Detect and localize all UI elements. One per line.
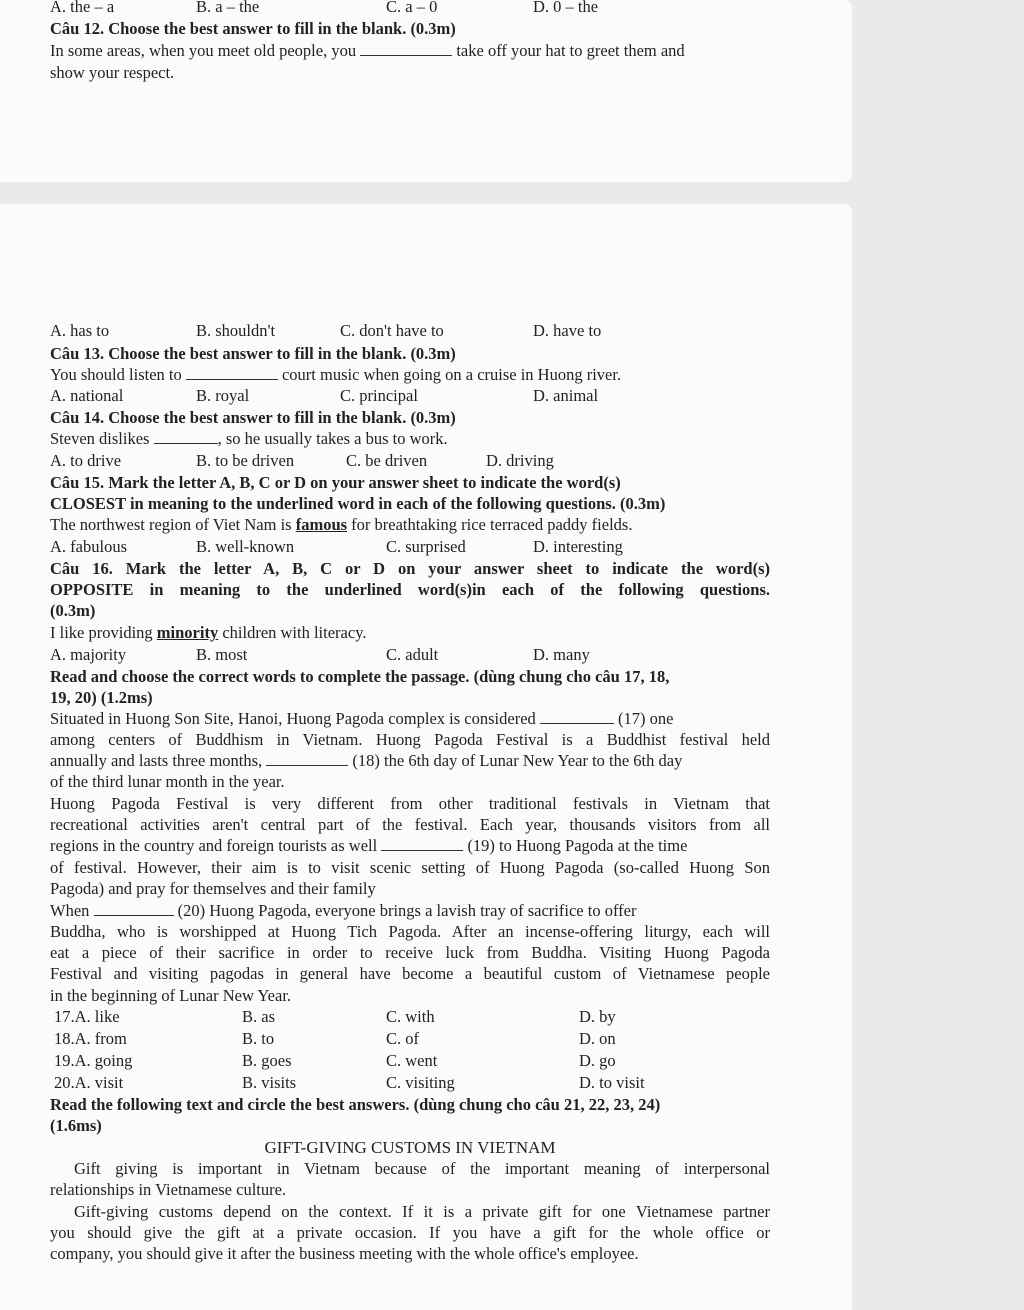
passage-title-cont: 19, 20) (1.2ms) [50, 688, 153, 707]
passage-line-11: Buddha, who is worshipped at Huong Tich Pagoda. After an incense-offering liturgy, each will [50, 922, 770, 941]
answer-20-c: C. visiting [386, 1073, 455, 1092]
q15-title: Câu 15. Mark the letter A, B, C or D on your answer sheet to indicate the word(s) [50, 473, 621, 492]
q12-option-b: B. shouldn't [196, 321, 276, 340]
answer-18-a: 18.A. from [54, 1029, 127, 1048]
q12-text: In some areas, when you meet old people, you take off your hat to greet them and [50, 41, 685, 60]
q13-title: Câu 13. Choose the best answer to fill in the blank. (0.3m) [50, 344, 456, 363]
answer-17-d: D. by [579, 1007, 616, 1026]
q16-option-c: C. adult [386, 645, 439, 664]
q16-title-points: (0.3m) [50, 601, 96, 620]
q13-option-a: A. national [50, 386, 124, 405]
q14-text: Steven dislikes , so he usually takes a bus to work. [50, 429, 448, 448]
answer-17-a: 17.A. like [54, 1007, 120, 1026]
passage-line-3: annually and lasts three months, (18) the 6th day of Lunar New Year to the 6th day [50, 751, 683, 770]
option-d: D. 0 – the [533, 0, 599, 16]
q12-option-c: C. don't have to [340, 321, 444, 340]
option-b: B. a – the [196, 0, 260, 16]
answer-18-b: B. to [242, 1029, 275, 1048]
q14-option-b: B. to be driven [196, 451, 295, 470]
answer-20-b: B. visits [242, 1073, 297, 1092]
q16-title-cont: OPPOSITE in meaning to the underlined word(s)in each of the following questions. [50, 580, 770, 599]
q15-option-c: C. surprised [386, 537, 466, 556]
q15-underlined-word: famous [295, 515, 348, 534]
answer-17-c: C. with [386, 1007, 435, 1026]
answer-18-d: D. on [579, 1029, 616, 1048]
passage-line-10: When (20) Huong Pagoda, everyone brings a lavish tray of sacrifice to offer [50, 901, 637, 920]
reading-p2-line-3: company, you should give it after the business meeting with the whole office's employee. [50, 1244, 639, 1263]
passage-line-6: recreational activities aren't central part of the festival. Each year, thousands visitors from all [50, 815, 770, 834]
q15-option-b: B. well-known [196, 537, 295, 556]
answer-19-d: D. go [579, 1051, 616, 1070]
q16-text: I like providing minority children with literacy. [50, 623, 367, 642]
q13-option-b: B. royal [196, 386, 250, 405]
passage-line-12: eat a piece of their sacrifice in order to receive luck from Buddha. Visiting Huong Pagoda [50, 943, 770, 962]
passage-line-4: of the third lunar month in the year. [50, 772, 285, 791]
passage-line-1: Situated in Huong Son Site, Hanoi, Huong Pagoda complex is considered (17) one [50, 709, 674, 728]
passage-line-8: of festival. However, their aim is to visit scenic setting of Huong Pagoda (so-called Huong Son [50, 858, 770, 877]
q16-option-d: D. many [533, 645, 590, 664]
q13-text: You should listen to court music when going on a cruise in Huong river. [50, 365, 622, 384]
reading-p1-line-2: relationships in Vietnamese culture. [50, 1180, 287, 1199]
answer-18-c: C. of [386, 1029, 419, 1048]
reading-heading: GIFT-GIVING CUSTOMS IN VIETNAM [264, 1138, 556, 1157]
q16-option-a: A. majority [50, 645, 127, 664]
q16-option-b: B. most [196, 645, 248, 664]
q16-underlined-word: minority [156, 623, 219, 642]
q15-title-cont: CLOSEST in meaning to the underlined word in each of the following questions. (0.3m) [50, 494, 666, 513]
passage-line-9: Pagoda) and pray for themselves and their family [50, 879, 376, 898]
q12-option-d: D. have to [533, 321, 602, 340]
q15-option-a: A. fabulous [50, 537, 127, 556]
q14-option-a: A. to drive [50, 451, 122, 470]
answer-17-b: B. as [242, 1007, 275, 1026]
page-fragment-main [0, 204, 852, 1310]
q12-option-a: A. has to [50, 321, 110, 340]
passage-line-7: regions in the country and foreign tourists as well (19) to Huong Pagoda at the time [50, 836, 688, 855]
passage-line-14: in the beginning of Lunar New Year. [50, 986, 292, 1005]
answer-20-d: D. to visit [579, 1073, 645, 1092]
q14-option-d: D. driving [486, 451, 554, 470]
q12-text-cont: show your respect. [50, 63, 175, 82]
q13-option-c: C. principal [340, 386, 418, 405]
reading-title: Read the following text and circle the best answers. (dùng chung cho câu 21, 22, 23, 24) [50, 1095, 661, 1114]
passage-title: Read and choose the correct words to complete the passage. (dùng chung cho câu 17, 18, [50, 667, 670, 686]
q12-title: Câu 12. Choose the best answer to fill in the blank. (0.3m) [50, 19, 456, 38]
answer-19-a: 19.A. going [54, 1051, 133, 1070]
answer-19-c: C. went [386, 1051, 438, 1070]
reading-title-cont: (1.6ms) [50, 1116, 102, 1135]
reading-p2-line-1: Gift-giving customs depend on the context. If it is a private gift for one Vietnamese partner [74, 1202, 770, 1221]
option-c: C. a – 0 [386, 0, 438, 16]
q13-option-d: D. animal [533, 386, 599, 405]
answer-20-a: 20.A. visit [54, 1073, 124, 1092]
reading-p2-line-2: you should give the gift at a private occasion. If you have a gift for the whole office or [50, 1223, 770, 1242]
q16-title: Câu 16. Mark the letter A, B, C or D on your answer sheet to indicate the word(s) [50, 559, 770, 578]
page-fragment-top [0, 0, 852, 182]
q15-option-d: D. interesting [533, 537, 623, 556]
passage-line-13: Festival and visiting pagodas in general have become a beautiful custom of Vietnamese people [50, 964, 770, 983]
reading-p1-line-1: Gift giving is important in Vietnam because of the important meaning of interpersonal [74, 1159, 770, 1178]
q15-text: The northwest region of Viet Nam is famous for breathtaking rice terraced paddy fields. [50, 515, 633, 534]
answer-19-b: B. goes [242, 1051, 292, 1070]
q14-title: Câu 14. Choose the best answer to fill in the blank. (0.3m) [50, 408, 456, 427]
q14-option-c: C. be driven [346, 451, 428, 470]
passage-line-5: Huong Pagoda Festival is very different from other traditional festivals in Vietnam that [50, 794, 770, 813]
passage-line-2: among centers of Buddhism in Vietnam. Huong Pagoda Festival is a Buddhist festival held [50, 730, 770, 749]
option-a: A. the – a [50, 0, 115, 16]
